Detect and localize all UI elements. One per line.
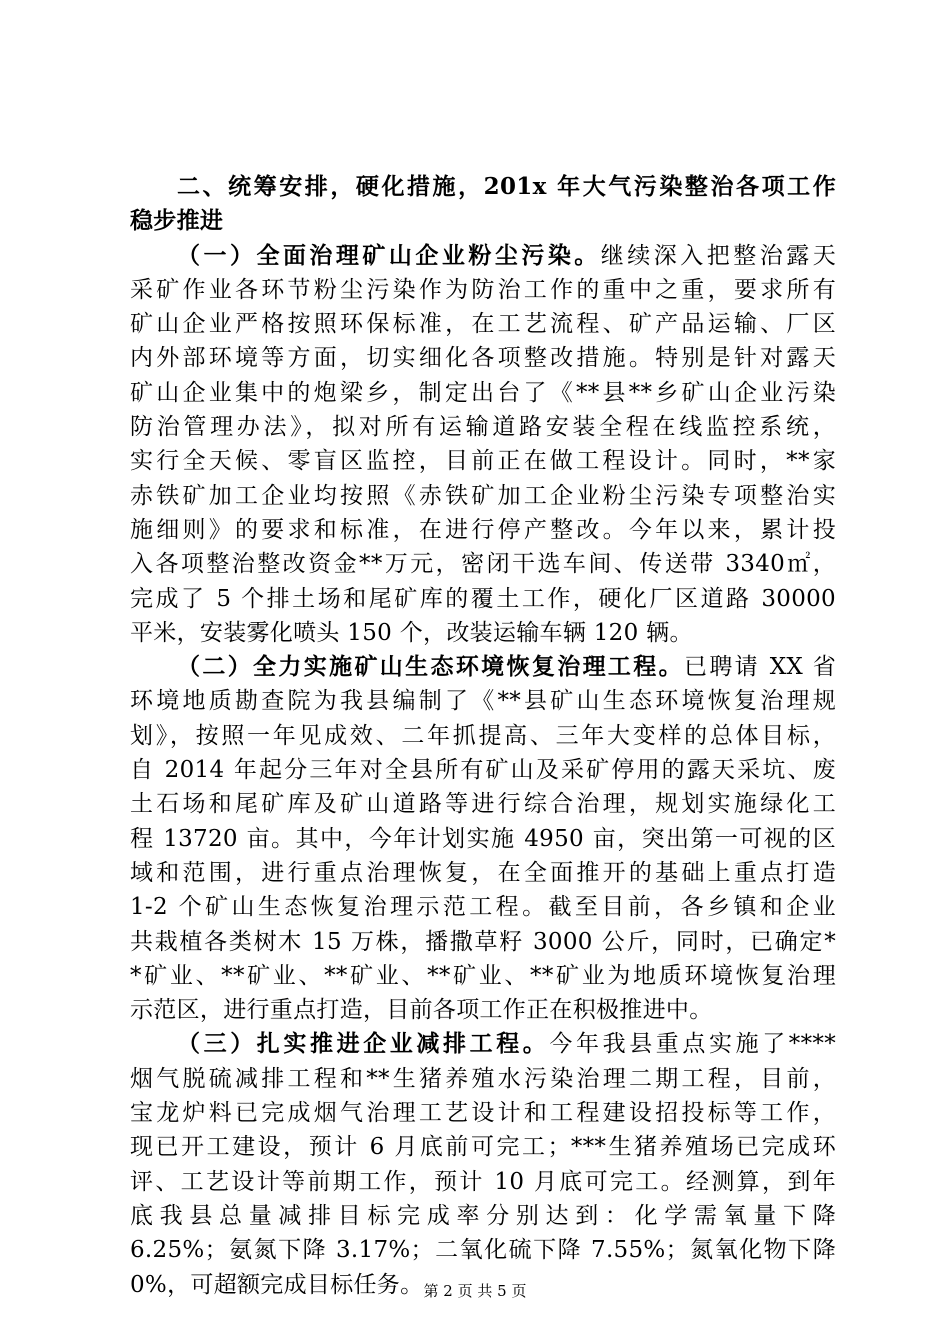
paragraph-3-title: （三）扎实推进企业减排工程。: [177, 1030, 550, 1058]
paragraph-2-line: 示范区，进行重点打造，目前各项工作正在积极推进中。: [130, 997, 713, 1024]
paragraph-1-title: （一）全面治理矿山企业粉尘污染。: [177, 241, 601, 269]
section-heading: 二、统筹安排，硬化措施，201x 年大气污染整治各项工作: [177, 173, 836, 200]
paragraph-1-line: 赤铁矿加工企业均按照《赤铁矿加工企业粉尘污染专项整治实: [130, 482, 836, 509]
paragraph-1-line: 采矿作业各环节粉尘污染作为防治工作的重中之重，要求所有: [130, 276, 836, 303]
paragraph-2-line: 共栽植各类树木 15 万株，播撒草籽 3000 公斤，同时，已确定*: [130, 928, 836, 955]
paragraph-1-line: 矿山企业集中的炮梁乡，制定出台了《**县**乡矿山企业污染: [130, 379, 836, 406]
paragraph-3-first-line: [130, 1027, 836, 1061]
paragraph-3-line: 底我县总量减排目标完成率分别达到：化学需氧量下降: [130, 1202, 836, 1229]
paragraph-1-line: 防治管理办法》，拟对所有运输道路安装全程在线监控系统，: [130, 414, 836, 441]
paragraph-3-line: 0%，可超额完成目标任务。: [130, 1271, 424, 1298]
paragraph-1-line: 矿山企业严格按照环保标准，在工艺流程、矿产品运输、厂区: [130, 311, 836, 338]
paragraph-2-first-line: [130, 650, 836, 684]
paragraph-3-line: 6.25%；氨氮下降 3.17%；二氧化硫下降 7.55%；氮氧化物下降: [130, 1237, 836, 1264]
paragraph-1-line: 内外部环境等方面，切实细化各项整改措施。特别是针对露天: [130, 345, 836, 372]
paragraph-2-line: 土石场和尾矿库及矿山道路等进行综合治理，规划实施绿化工: [130, 791, 836, 818]
paragraph-1-text: 继续深入把整治露天: [600, 242, 836, 269]
paragraph-2-line: 1-2 个矿山生态恢复治理示范工程。截至目前，各乡镇和企业: [130, 894, 836, 921]
paragraph-2-line: 域和范围，进行重点治理恢复，在全面推开的基础上重点打造: [130, 859, 836, 886]
paragraph-2-text: 已聘请 XX 省: [683, 654, 836, 681]
document-body: [130, 170, 836, 1302]
paragraph-3-text: 今年我县重点实施了****: [549, 1031, 837, 1058]
paragraph-2-line: 程 13720 亩。其中，今年计划实施 4950 亩，突出第一可视的区: [130, 825, 836, 852]
paragraph-1-line: 施细则》的要求和标准，在进行停产整改。今年以来，累计投: [130, 516, 836, 543]
paragraph-3-line: 评、工艺设计等前期工作，预计 10 月底可完工。经测算，到年: [130, 1168, 836, 1195]
paragraph-1-line: 平米，安装雾化喷头 150 个，改装运输车辆 120 辆。: [130, 619, 693, 646]
paragraph-1-line: 入各项整治整改资金**万元，密闭干选车间、传送带 3340㎡，: [130, 551, 836, 578]
paragraph-3-line: 烟气脱硫减排工程和**生猪养殖水污染治理二期工程，目前，: [130, 1065, 836, 1092]
paragraph-3-line: 现已开工建设，预计 6 月底前可完工；***生猪养殖场已完成环: [130, 1134, 836, 1161]
paragraph-1-first-line: [130, 239, 836, 273]
section-heading-cont: 稳步推进: [130, 207, 224, 235]
paragraph-3-line: 宝龙炉料已完成烟气治理工艺设计和工程建设招投标等工作，: [130, 1100, 836, 1127]
paragraph-1-line: 完成了 5 个排土场和尾矿库的覆土工作，硬化厂区道路 30000: [130, 585, 836, 612]
paragraph-1-line: 实行全天候、零盲区监控，目前正在做工程设计。同时，**家: [130, 448, 836, 475]
paragraph-2-line: 划》，按照一年见成效、二年抓提高、三年大变样的总体目标，: [130, 722, 836, 749]
paragraph-2-line: 自 2014 年起分三年对全县所有矿山及采矿停用的露天采坑、废: [130, 757, 836, 784]
paragraph-2-line: *矿业、**矿业、**矿业、**矿业、**矿业为地质环境恢复治理: [130, 962, 836, 989]
paragraph-2-line: 环境地质勘查院为我县编制了《**县矿山生态环境恢复治理规: [130, 688, 836, 715]
page-indicator: 第 2 页 共 5 页: [423, 1282, 527, 1300]
paragraph-2-title: （二）全力实施矿山生态环境恢复治理工程。: [177, 653, 684, 681]
